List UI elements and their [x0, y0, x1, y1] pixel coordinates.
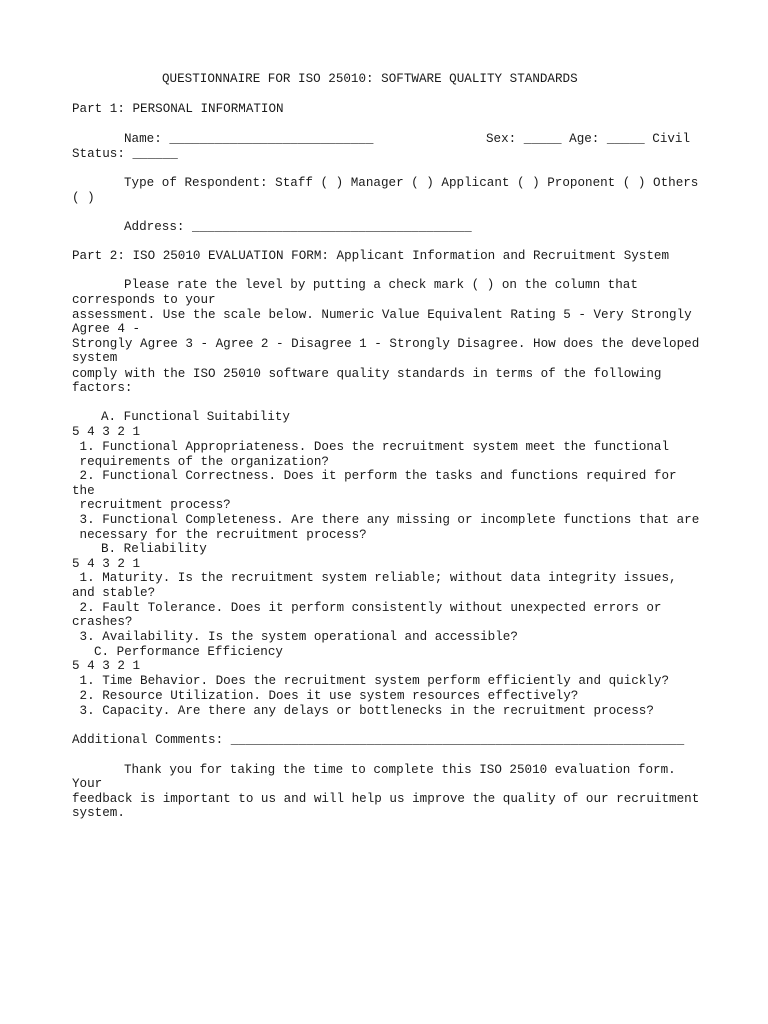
name-field-line: Name: ___________________________	[124, 132, 374, 146]
instruction-line: Please rate the level by putting a check mark ( ) on the column that	[124, 278, 638, 292]
closing-line: Thank you for taking the time to complete this ISO 25010 evaluation form.	[124, 763, 676, 777]
section-a-title: A. Functional Suitability	[101, 410, 290, 424]
section-a-item-line: the	[72, 484, 95, 498]
closing-line: system.	[72, 806, 125, 820]
instruction-line: system	[72, 351, 118, 365]
civil-status-line: Status: ______	[72, 147, 178, 161]
instruction-line: assessment. Use the scale below. Numeric Value Equivalent Rating 5 - Very Strongly	[72, 308, 692, 322]
section-a-item-line: 1. Functional Appropriateness. Does the recruitment system meet the functional	[72, 440, 670, 454]
section-a-item-line: necessary for the recruitment process?	[72, 528, 367, 542]
section-c-item-line: 2. Resource Utilization. Does it use system resources effectively?	[72, 689, 579, 703]
section-b-item-line: 3. Availability. Is the system operational and accessible?	[72, 630, 518, 644]
instruction-line: comply with the ISO 25010 software quality standards in terms of the following	[72, 367, 662, 381]
closing-line: Your	[72, 777, 103, 791]
section-b-scale: 5 4 3 2 1	[72, 557, 141, 571]
instruction-line: corresponds to your	[72, 293, 216, 307]
section-c-item-line: 3. Capacity. Are there any delays or bottlenecks in the recruitment process?	[72, 704, 654, 718]
section-b-item-line: and stable?	[72, 586, 156, 600]
section-a-item-line: 2. Functional Correctness. Does it perform the tasks and functions required for	[72, 469, 677, 483]
section-b-title: B. Reliability	[101, 542, 207, 556]
respondent-type-line: Type of Respondent: Staff ( ) Manager ( ) Applicant ( ) Proponent ( ) Others	[124, 176, 699, 190]
section-a-item-line: requirements of the organization?	[72, 455, 329, 469]
section-a-item-line: 3. Functional Completeness. Are there any missing or incomplete functions that are	[72, 513, 700, 527]
instruction-line: factors:	[72, 381, 133, 395]
respondent-type-wrap: ( )	[72, 191, 95, 205]
instruction-line: Agree 4 -	[72, 322, 141, 336]
section-c-scale: 5 4 3 2 1	[72, 659, 141, 673]
section-c-item-line: 1. Time Behavior. Does the recruitment system perform efficiently and quickly?	[72, 674, 670, 688]
section-c-title: C. Performance Efficiency	[94, 645, 283, 659]
instruction-line: Strongly Agree 3 - Agree 2 - Disagree 1 - Strongly Disagree. How does the developed	[72, 337, 700, 351]
closing-line: feedback is important to us and will help us improve the quality of our recruitment	[72, 792, 700, 806]
part2-heading: Part 2: ISO 25010 EVALUATION FORM: Applicant Information and Recruitment System	[72, 249, 670, 263]
section-a-item-line: recruitment process?	[72, 498, 231, 512]
section-b-item-line: crashes?	[72, 615, 133, 629]
section-b-item-line: 2. Fault Tolerance. Does it perform consistently without unexpected errors or	[72, 601, 662, 615]
section-b-item-line: 1. Maturity. Is the recruitment system reliable; without data integrity issues,	[72, 571, 677, 585]
section-a-scale: 5 4 3 2 1	[72, 425, 141, 439]
sex-age-civil-line: Sex: _____ Age: _____ Civil	[486, 132, 691, 146]
additional-comments-line: Additional Comments: ____________________________________________________________	[72, 733, 685, 747]
address-field-line: Address: _____________________________________	[124, 220, 472, 234]
part1-heading: Part 1: PERSONAL INFORMATION	[72, 102, 284, 116]
document-title: QUESTIONNAIRE FOR ISO 25010: SOFTWARE QUALITY STANDARDS	[162, 72, 578, 86]
